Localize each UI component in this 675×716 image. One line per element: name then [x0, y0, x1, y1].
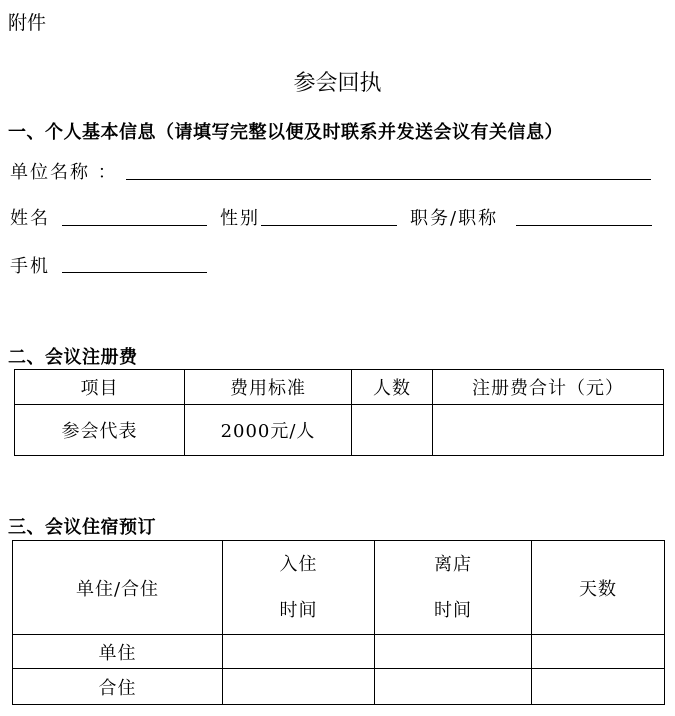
cell-count[interactable] [352, 405, 433, 456]
cell-checkout-single[interactable] [375, 635, 532, 669]
table-row [13, 669, 665, 705]
col-header-room-type: 单住/合住 [13, 541, 223, 635]
cell-days-shared[interactable] [532, 669, 665, 705]
page-title: 参会回执 [293, 71, 382, 96]
section3-heading: 三、会议住宿预订 [8, 517, 156, 538]
unit-name-field[interactable] [126, 179, 651, 180]
name-label: 姓名 [10, 208, 50, 229]
cell-checkin-single[interactable] [223, 635, 375, 669]
col-header-checkin [223, 541, 375, 635]
position-label: 职务/职称 [410, 208, 499, 229]
section1-heading: 一、个人基本信息（请填写完整以便及时联系并发送会议有关信息） [8, 122, 563, 143]
cell-checkout-shared[interactable] [375, 669, 532, 705]
table-header-row [13, 541, 665, 635]
col-header-days: 天数 [532, 541, 665, 635]
table-header-row [15, 370, 664, 405]
row-label-single: 单住 [13, 635, 223, 669]
col-header-item: 项目 [15, 370, 185, 405]
checkout-line2: 时间 [434, 599, 472, 621]
accommodation-table [12, 540, 665, 705]
col-header-checkout [375, 541, 532, 635]
cell-item: 参会代表 [15, 405, 185, 456]
cell-total[interactable] [433, 405, 664, 456]
cell-fee: 2000元/人 [185, 405, 352, 456]
registration-fee-table [14, 369, 664, 456]
cell-days-single[interactable] [532, 635, 665, 669]
section2-heading: 二、会议注册费 [8, 347, 138, 368]
attachment-label: 附件 [8, 12, 47, 34]
table-row [13, 635, 665, 669]
table-row [15, 405, 664, 456]
col-header-count: 人数 [352, 370, 433, 405]
unit-name-label: 单位名称 ： [10, 162, 118, 183]
col-header-fee: 费用标准 [185, 370, 352, 405]
checkin-line1: 入住 [279, 553, 318, 575]
cell-checkin-shared[interactable] [223, 669, 375, 705]
row-label-shared: 合住 [13, 669, 223, 705]
gender-label: 性别 [220, 208, 260, 229]
position-field[interactable] [516, 225, 652, 226]
col-header-total: 注册费合计（元） [433, 370, 664, 405]
phone-field[interactable] [62, 272, 207, 273]
phone-label: 手机 [10, 256, 50, 277]
checkin-line2: 时间 [279, 599, 318, 621]
name-field[interactable] [62, 225, 207, 226]
gender-field[interactable] [261, 225, 397, 226]
checkout-line1: 离店 [434, 553, 472, 575]
